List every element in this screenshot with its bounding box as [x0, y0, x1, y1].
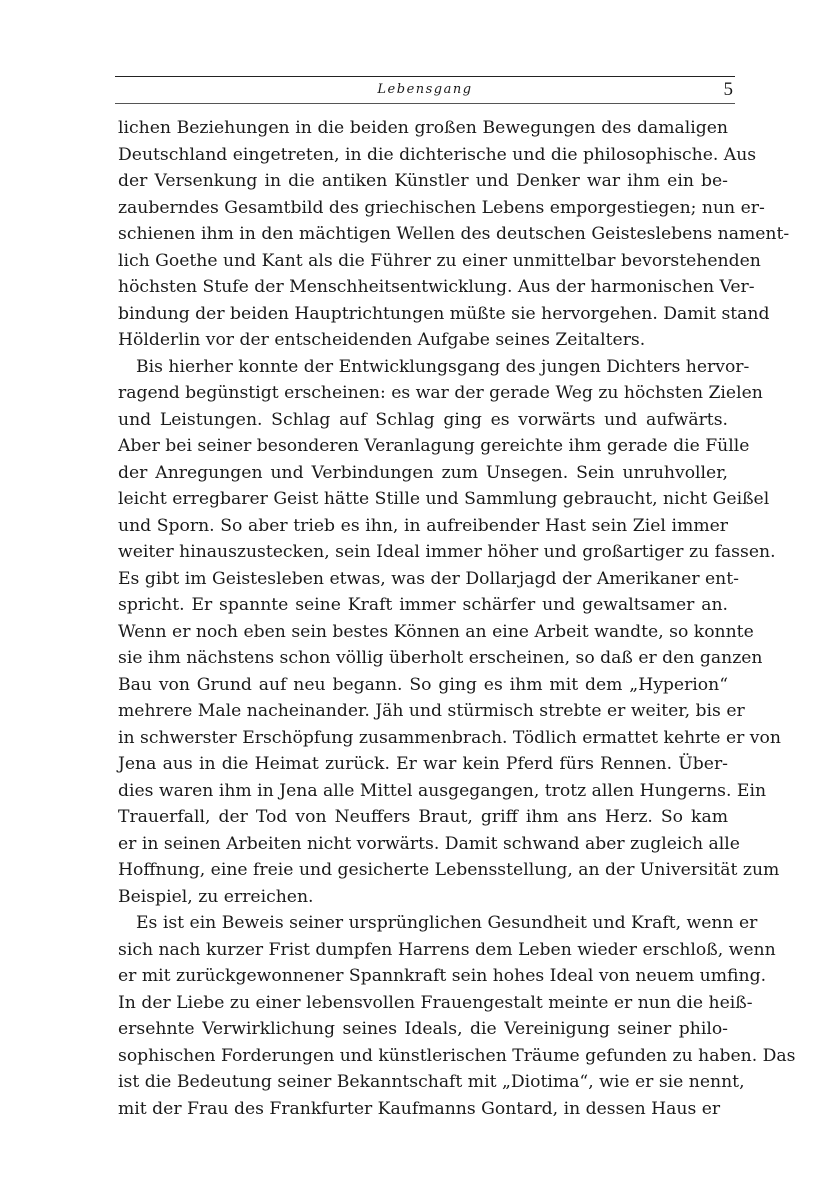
text-line: Wenn er noch eben sein bestes Können an eine Arbeit wandte, so konnte — [118, 621, 754, 642]
text-line: Bis hierher konnte der Entwicklungsgang des jungen Dichters hervor- — [136, 356, 750, 377]
text-line: weiter hinauszustecken, sein Ideal immer höher und großartiger zu fassen. — [118, 542, 776, 562]
text-line: mehrere Male nacheinander. Jäh und stürmisch strebte er weiter, bis er — [118, 701, 745, 721]
paragraph — [118, 354, 781, 911]
text-line: lich Goethe und Kant als die Führer zu einer unmittelbar bevorstehenden — [118, 250, 761, 271]
text-line: ist die Bedeutung seiner Bekanntschaft mit „Diotima“, wie er sie nennt, — [118, 1072, 745, 1092]
text-line: Aber bei seiner besonderen Veranlagung gereichte ihm gerade die Fülle — [118, 436, 750, 456]
text-line: er mit zurückgewonnener Spannkraft sein hohes Ideal von neuem umfing. — [118, 966, 767, 986]
text-line: Hoffnung, eine freie und gesicherte Lebensstellung, an der Universität zum — [118, 860, 780, 880]
text-line: sophischen Forderungen und künstlerischen Träume gefunden zu haben. Das — [118, 1045, 796, 1066]
text-line: Deutschland eingetreten, in die dichterische und die philosophische. Aus — [118, 144, 757, 165]
text-line: Jena aus in die Heimat zurück. Er war kein Pferd fürs Rennen. Über- — [118, 754, 728, 774]
text-line: Bau von Grund auf neu begann. So ging es ihm mit dem „Hyperion“ — [118, 674, 728, 695]
text-line: Beispiel, zu erreichen. — [118, 886, 314, 907]
text-line: Es ist ein Beweis seiner ursprünglichen Gesundheit und Kraft, wenn er — [136, 913, 758, 933]
paragraph — [118, 910, 796, 1122]
text-line: der Anregungen und Verbindungen zum Unsegen. Sein unruhvoller, — [118, 462, 728, 483]
text-line: ersehnte Verwirklichung seines Ideals, die Vereinigung seiner philo- — [118, 1019, 728, 1039]
text-line: ragend begünstigt erscheinen: es war der gerade Weg zu höchsten Zielen — [118, 383, 763, 403]
text-line: dies waren ihm in Jena alle Mittel ausgegangen, trotz allen Hungerns. Ein — [118, 780, 767, 801]
text-line: sich nach kurzer Frist dumpfen Harrens dem Leben wieder erschloß, wenn — [118, 939, 776, 960]
text-line: er in seinen Arbeiten nicht vorwärts. Damit schwand aber zugleich alle — [118, 833, 740, 854]
page-header — [115, 76, 735, 103]
text-line: mit der Frau des Frankfurter Kaufmanns Gontard, in dessen Haus er — [118, 1098, 721, 1119]
text-line: und Sporn. So aber trieb es ihn, in aufreibender Hast sein Ziel immer — [118, 515, 728, 536]
body-text — [118, 115, 796, 1122]
running-head: Lebensgang — [377, 82, 473, 97]
text-line: schienen ihm in den mächtigen Wellen des deutschen Geisteslebens nament- — [118, 224, 790, 244]
text-line: spricht. Er spannte seine Kraft immer schärfer und gewaltsamer an. — [118, 595, 728, 615]
text-line: Es gibt im Geistesleben etwas, was der Dollarjagd der Amerikaner ent- — [118, 568, 739, 589]
header-rule — [115, 103, 735, 104]
text-line: lichen Beziehungen in die beiden großen Bewegungen des damaligen — [118, 118, 728, 138]
text-line: zauberndes Gesamtbild des griechischen Lebens emporgestiegen; nun er- — [118, 197, 765, 218]
text-line: In der Liebe zu einer lebensvollen Frauengestalt meinte er nun die heiß- — [118, 992, 753, 1013]
text-line: sie ihm nächstens schon völlig überholt erscheinen, so daß er den ganzen — [118, 648, 763, 668]
text-line: leicht erregbarer Geist hätte Stille und Sammlung gebraucht, nicht Geißel — [118, 489, 770, 509]
text-line: Hölderlin vor der entscheidenden Aufgabe seines Zeitalters. — [118, 330, 646, 350]
text-line: bindung der beiden Hauptrichtungen müßte sie hervorgehen. Damit stand — [118, 303, 770, 324]
text-line: und Leistungen. Schlag auf Schlag ging es vorwärts und aufwärts. — [118, 409, 728, 430]
text-line: Trauerfall, der Tod von Neuffers Braut, griff ihm ans Herz. So kam — [118, 807, 728, 827]
text-line: höchsten Stufe der Menschheitsentwicklung. Aus der harmonischen Ver- — [118, 277, 755, 297]
paragraph — [118, 115, 790, 354]
text-line: in schwerster Erschöpfung zusammenbrach. Tödlich ermattet kehrte er von — [118, 727, 781, 748]
page-number: 5 — [723, 79, 733, 100]
text-line: der Versenkung in die antiken Künstler und Denker war ihm ein be- — [118, 171, 728, 191]
